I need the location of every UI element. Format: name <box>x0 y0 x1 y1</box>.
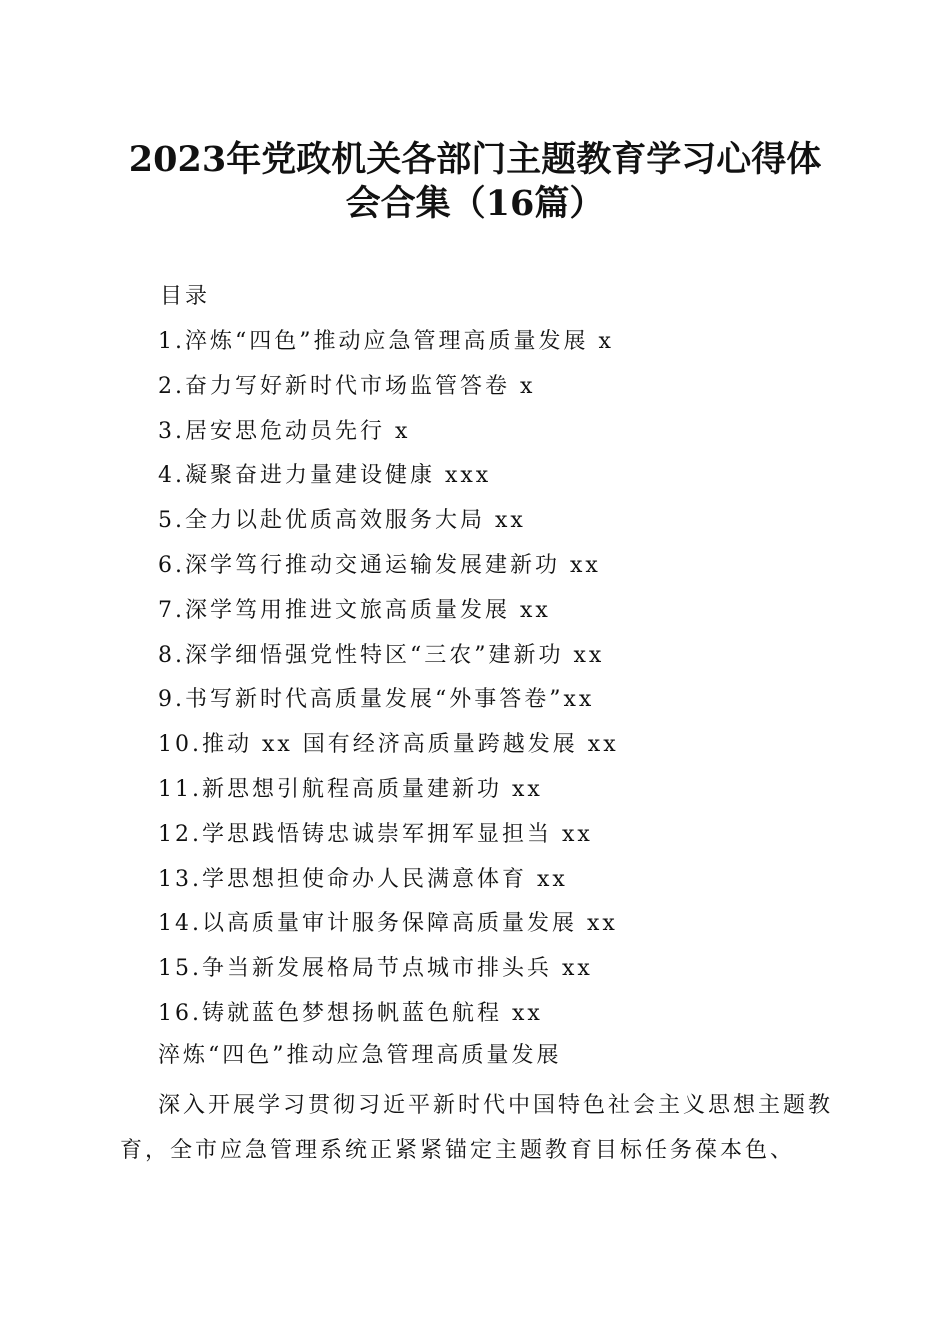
document-title-line-2: 会合集（16篇） <box>345 183 605 224</box>
toc-item: 13.学思想担使命办人民满意体育 xx <box>158 866 568 892</box>
toc-item: 2.奋力写好新时代市场监管答卷 x <box>158 373 536 399</box>
toc-item: 3.居安思危动员先行 x <box>158 418 411 444</box>
document-title-line-1: 2023年党政机关各部门主题教育学习心得体 <box>128 139 822 180</box>
toc-item: 15.争当新发展格局节点城市排头兵 xx <box>158 956 593 982</box>
toc-item: 10.推动 xx 国有经济高质量跨越发展 xx <box>158 732 619 758</box>
toc-item: 12.学思践悟铸忠诚崇军拥军显担当 xx <box>158 821 593 847</box>
body-paragraph: 深入开展学习贯彻习近平新时代中国特色社会主义思想主题教育，全市应急管理系统正紧紧锚定主题教育目标任务葆本色、 <box>120 1093 834 1163</box>
table-of-contents <box>158 325 619 1042</box>
toc-item: 1.淬炼“四色”推动应急管理高质量发展 x <box>158 329 614 354</box>
toc-item: 11.新思想引航程高质量建新功 xx <box>158 776 543 802</box>
toc-item: 16.铸就蓝色梦想扬帆蓝色航程 xx <box>158 1000 543 1026</box>
toc-item: 6.深学笃行推动交通运输发展建新功 xx <box>158 552 601 578</box>
toc-item: 5.全力以赴优质高效服务大局 xx <box>158 508 526 534</box>
toc-item: 14.以高质量审计服务保障高质量发展 xx <box>158 911 618 937</box>
section-title: 淬炼“四色”推动应急管理高质量发展 <box>158 1043 562 1068</box>
toc-item: 7.深学笃用推进文旅高质量发展 xx <box>158 597 551 623</box>
toc-item: 4.凝聚奋进力量建设健康 xxx <box>158 463 492 489</box>
toc-item: 8.深学细悟强党性特区“三农”建新功 xx <box>158 642 605 668</box>
toc-heading: 目录 <box>160 284 211 309</box>
toc-item: 9.书写新时代高质量发展“外事答卷”xx <box>158 687 595 713</box>
